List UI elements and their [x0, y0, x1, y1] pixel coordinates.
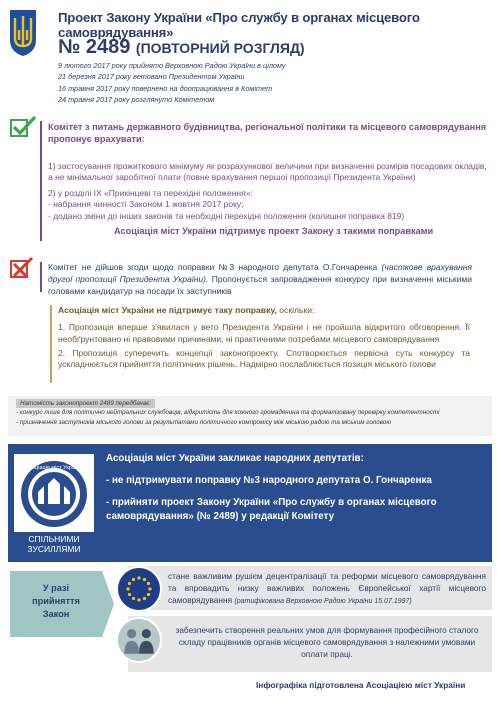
appeal-text — [106, 452, 486, 524]
label-line: прийняття — [32, 596, 80, 606]
consequence-text: стане важливим рушієм децентралізації та реформи місцевого самоврядування та впровадить низку важливих положень Європейської хартії місцевого самоврядування — [168, 571, 486, 605]
logo-ring-text: Асоціація міст України — [25, 465, 83, 471]
coat-of-arms-icon — [8, 8, 38, 58]
committee-heading: Комітет з питань державного будівництва, регіональної політики та місцевого самоврядування пропонує врахувати: — [48, 122, 487, 144]
association-logo — [14, 454, 94, 554]
bill-number-text: № 2489 — [58, 36, 131, 58]
label-line: Закон — [42, 609, 70, 619]
proposal-subitem: - додано зміни до інших законів та необхідні перехідні положення (колишня поправка 819) — [48, 210, 405, 221]
committee-proposals — [48, 161, 488, 222]
label-line: У разі — [42, 583, 70, 593]
logo-text: ЗУСИЛЛЯМИ — [27, 544, 81, 554]
if-adopted-label — [14, 582, 98, 621]
bill-status: (ПОВТОРНИЙ РОЗГЛЯД) — [135, 40, 305, 56]
amendment-note: (часткове врахування другої пропозиції Президента України). — [48, 262, 472, 284]
bill-number — [58, 36, 305, 59]
consequence-note: (ратифікована Верховною Радою України 15.07.1997) — [234, 597, 412, 605]
people-icon — [116, 617, 162, 663]
note-item: - конкурс лише для політично нейтральних службовців, відкритість для кожного громадянина та формалізовану перевірку компетентності — [16, 409, 440, 417]
logo-text: СПІЛЬНИМИ — [28, 534, 80, 544]
amendment-rest: Пропонується запровадження конкурсу при визначенні міськими головами кандидатур на посади їх заступників — [48, 273, 472, 296]
eu-flag-icon — [116, 566, 162, 612]
history-item: 9 лютого 2017 року прийнято Верховною Радою України в цілому — [58, 61, 286, 70]
section-divider — [50, 305, 52, 383]
not-support-heading — [58, 305, 470, 317]
note-label: Натомість законопроект 2489 передбачає: — [16, 399, 155, 408]
reasons-list — [58, 322, 470, 373]
page-title: Проект Закону України «Про службу в органах місцевого самоврядування» — [58, 10, 420, 40]
consequence-item: забезпечить створення реальних умов для формування професійного сталого складу працівників органів місцевого самоврядування з належними умовами оплати праці. — [175, 625, 479, 659]
reason-item: 1. Пропозиція вперше з'явилася у вето Президента України і не пройшла відкритого обговорення. Її необґрунтовано ні правовими причинами, ні практичними потребами місцевого самоврядування — [58, 322, 470, 344]
history-item: 21 березня 2017 року ветовано Президентом України — [58, 72, 245, 82]
note-box — [8, 396, 492, 436]
amendment-main: Комітет не дійшов згоди щодо поправки №3 народного депутата О.Гончаренка — [48, 262, 378, 272]
support-statement: Асоціація міст України підтримує проект Закону з такими поправками — [114, 226, 434, 236]
appeal-point: - не підтримувати поправку №3 народного депутата О. Гончаренка — [106, 475, 432, 486]
not-support-bold: Асоціація міст України не підтримує таку поправку, — [58, 305, 277, 315]
history-item: 16 травня 2017 року повернено на доопрацювання в Комітет — [58, 83, 273, 93]
arrow-shape — [102, 571, 114, 637]
proposal-item: 2) у розділі IX «Прикінцеві та перехідні положення»: — [48, 187, 253, 198]
history-item: 24 травня 2017 року розглянуто Комітетом — [58, 95, 215, 105]
amendment-description — [48, 262, 472, 297]
reason-item: 2. Пропозиція суперечить концепції законопроекту. Спотворюється первісна суть конкурсу та ускладнюється прийняття політичних рішень. Надмірно послаблюється позиція міського голови — [58, 347, 470, 370]
consequence-item — [168, 571, 486, 607]
appeal-point: - прийняти проект Закону України «Про службу в органах місцевого самоврядування» (№ 2489) у редакції Комітету — [106, 497, 437, 522]
cross-icon — [10, 256, 36, 278]
checkmark-icon — [10, 115, 36, 137]
note-item: - призначення заступників міського голови за результатами політичного компромісу між міською радою та міським головою — [16, 418, 392, 426]
not-support-rest: оскільки: — [279, 305, 315, 315]
proposal-subitem: - набрання чинності Законом 1 жовтня 2017 року; — [48, 199, 244, 210]
bill-history — [58, 60, 286, 106]
proposal-item: 1) застосування прожиткового мінімуму як розрахункової величини при визначенні розмірів посадових окладів, а не мінімальної заробітної плати (повне врахування першої пропозиції Президента України) — [48, 161, 487, 183]
appeal-heading: Асоціація міст України закликає народних депутатів: — [106, 453, 364, 464]
section-divider — [40, 121, 42, 241]
footer-credit: Інфографіка підготовлена Асоціацією міст України — [256, 680, 466, 690]
section-divider — [40, 262, 42, 292]
